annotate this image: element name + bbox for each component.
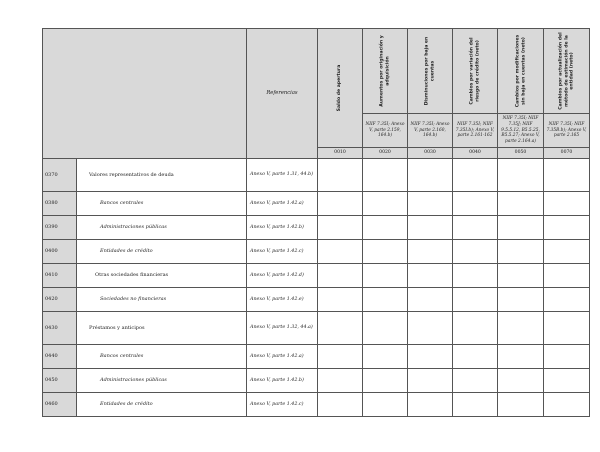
value-cell[interactable] bbox=[544, 392, 590, 416]
row-reference: Anexo V, parte 1.42.c) bbox=[247, 239, 318, 263]
regulatory-table bbox=[42, 28, 590, 417]
row-reference: Anexo V, parte 1.32, 44.a) bbox=[247, 311, 318, 344]
row-code: 0430 bbox=[43, 311, 77, 344]
column-code-0010: 0010 bbox=[318, 147, 363, 158]
value-cell[interactable] bbox=[453, 311, 498, 344]
value-cell[interactable] bbox=[408, 215, 453, 239]
value-cell[interactable] bbox=[318, 158, 363, 191]
value-cell[interactable] bbox=[544, 344, 590, 368]
legal-basis-0030: NIIF 7.35I; Anexo V, parte 2.160, 164.b) bbox=[408, 114, 453, 148]
value-cell[interactable] bbox=[498, 158, 544, 191]
value-cell[interactable] bbox=[363, 368, 408, 392]
table-row bbox=[43, 344, 590, 368]
table-row bbox=[43, 215, 590, 239]
column-header-0040: Cambios por variación del riesgo de crédito (neto) bbox=[453, 29, 498, 114]
value-cell[interactable] bbox=[453, 392, 498, 416]
column-code-0040: 0040 bbox=[453, 147, 498, 158]
legal-basis-0070: NIIF 7.35I; NIIF 7.35B.b); Anexo V, parte 2.165 bbox=[544, 114, 590, 148]
column-code-0030: 0030 bbox=[408, 147, 453, 158]
value-cell[interactable] bbox=[363, 392, 408, 416]
legal-basis-0050: NIIF 7.35I; NIIF 7.35J; NIIF 9.5.5.12, B5.5.25, B5.5.27; Anexo V, parte 2.164.a) bbox=[498, 114, 544, 148]
value-cell[interactable] bbox=[453, 287, 498, 311]
row-label: Administraciones públicas bbox=[77, 215, 247, 239]
value-cell[interactable] bbox=[453, 263, 498, 287]
table-row bbox=[43, 239, 590, 263]
value-cell[interactable] bbox=[318, 392, 363, 416]
value-cell[interactable] bbox=[408, 263, 453, 287]
value-cell[interactable] bbox=[408, 368, 453, 392]
table-row bbox=[43, 392, 590, 416]
value-cell[interactable] bbox=[318, 191, 363, 215]
row-code: 0370 bbox=[43, 158, 77, 191]
row-label: Entidades de crédito bbox=[77, 392, 247, 416]
row-label: Préstamos y anticipos bbox=[77, 311, 247, 344]
value-cell[interactable] bbox=[498, 368, 544, 392]
value-cell[interactable] bbox=[544, 263, 590, 287]
value-cell[interactable] bbox=[544, 158, 590, 191]
value-cell[interactable] bbox=[318, 215, 363, 239]
table-row bbox=[43, 158, 590, 191]
row-code: 0400 bbox=[43, 239, 77, 263]
value-cell[interactable] bbox=[498, 392, 544, 416]
value-cell[interactable] bbox=[544, 311, 590, 344]
value-cell[interactable] bbox=[453, 215, 498, 239]
value-cell[interactable] bbox=[318, 239, 363, 263]
value-cell[interactable] bbox=[544, 368, 590, 392]
value-cell[interactable] bbox=[363, 191, 408, 215]
value-cell[interactable] bbox=[363, 287, 408, 311]
row-label: Bancos centrales bbox=[77, 191, 247, 215]
value-cell[interactable] bbox=[498, 287, 544, 311]
row-label: Bancos centrales bbox=[77, 344, 247, 368]
value-cell[interactable] bbox=[453, 191, 498, 215]
row-code: 0420 bbox=[43, 287, 77, 311]
row-code: 0460 bbox=[43, 392, 77, 416]
table-row bbox=[43, 287, 590, 311]
table-row bbox=[43, 311, 590, 344]
value-cell[interactable] bbox=[408, 239, 453, 263]
table-row bbox=[43, 368, 590, 392]
row-reference: Anexo V, parte 1.42.a) bbox=[247, 191, 318, 215]
row-reference: Anexo V, parte 1.42.d) bbox=[247, 263, 318, 287]
row-label: Valores representativos de deuda bbox=[77, 158, 247, 191]
value-cell[interactable] bbox=[408, 191, 453, 215]
column-code-0020: 0020 bbox=[363, 147, 408, 158]
value-cell[interactable] bbox=[498, 263, 544, 287]
row-code: 0380 bbox=[43, 191, 77, 215]
row-reference: Anexo V, parte 1.42.b) bbox=[247, 215, 318, 239]
column-header-0020: Aumentos por originación y adquisición bbox=[363, 29, 408, 114]
value-cell[interactable] bbox=[544, 215, 590, 239]
value-cell[interactable] bbox=[318, 287, 363, 311]
row-label: Otras sociedades financieras bbox=[77, 263, 247, 287]
row-code: 0450 bbox=[43, 368, 77, 392]
value-cell[interactable] bbox=[408, 344, 453, 368]
value-cell[interactable] bbox=[408, 392, 453, 416]
value-cell[interactable] bbox=[408, 311, 453, 344]
value-cell[interactable] bbox=[498, 311, 544, 344]
value-cell[interactable] bbox=[544, 287, 590, 311]
column-title-row bbox=[43, 29, 590, 114]
value-cell[interactable] bbox=[363, 311, 408, 344]
table-body bbox=[43, 158, 590, 416]
value-cell[interactable] bbox=[453, 158, 498, 191]
value-cell[interactable] bbox=[408, 287, 453, 311]
value-cell[interactable] bbox=[498, 215, 544, 239]
value-cell[interactable] bbox=[318, 263, 363, 287]
column-code-0050: 0050 bbox=[498, 147, 544, 158]
legal-basis-0040: NIIF 7.35I; NIIF 7.35I.b); Anexo V, parte 2.161-162 bbox=[453, 114, 498, 148]
table-row bbox=[43, 263, 590, 287]
column-header-0050: Cambios por modificaciones sin baja en cuentas (neto) bbox=[498, 29, 544, 114]
row-reference: Anexo V, parte 1.42.b) bbox=[247, 368, 318, 392]
row-code: 0390 bbox=[43, 215, 77, 239]
value-cell[interactable] bbox=[498, 344, 544, 368]
value-cell[interactable] bbox=[363, 215, 408, 239]
value-cell[interactable] bbox=[544, 191, 590, 215]
column-header-0070: Cambios por actualización del método de estimación de la entidad (neto) bbox=[544, 29, 590, 114]
table-row bbox=[43, 191, 590, 215]
value-cell[interactable] bbox=[408, 158, 453, 191]
value-cell[interactable] bbox=[363, 158, 408, 191]
value-cell[interactable] bbox=[453, 344, 498, 368]
value-cell[interactable] bbox=[318, 311, 363, 344]
value-cell[interactable] bbox=[498, 239, 544, 263]
value-cell[interactable] bbox=[318, 368, 363, 392]
column-header-0010: Saldo de apertura bbox=[318, 29, 363, 148]
row-code: 0440 bbox=[43, 344, 77, 368]
row-label: Sociedades no financieras bbox=[77, 287, 247, 311]
row-reference: Anexo V, parte 1.42.e) bbox=[247, 287, 318, 311]
value-cell[interactable] bbox=[363, 239, 408, 263]
row-label: Administraciones públicas bbox=[77, 368, 247, 392]
value-cell[interactable] bbox=[453, 368, 498, 392]
column-code-0070: 0070 bbox=[544, 147, 590, 158]
legal-basis-0020: NIIF 7.35I; Anexo V, parte 2.159, 164.b) bbox=[363, 114, 408, 148]
row-reference: Anexo V, parte 1.42.c) bbox=[247, 392, 318, 416]
value-cell[interactable] bbox=[498, 191, 544, 215]
value-cell[interactable] bbox=[544, 239, 590, 263]
row-reference: Anexo V, parte 1.31, 44.b) bbox=[247, 158, 318, 191]
references-header: Referencias bbox=[247, 29, 318, 159]
value-cell[interactable] bbox=[453, 239, 498, 263]
row-code: 0410 bbox=[43, 263, 77, 287]
column-header-0030: Disminuciones por baja en cuentas bbox=[408, 29, 453, 114]
row-reference: Anexo V, parte 1.42.a) bbox=[247, 344, 318, 368]
row-label: Entidades de crédito bbox=[77, 239, 247, 263]
header-blank-cell bbox=[43, 29, 247, 159]
value-cell[interactable] bbox=[363, 344, 408, 368]
value-cell[interactable] bbox=[318, 344, 363, 368]
value-cell[interactable] bbox=[363, 263, 408, 287]
